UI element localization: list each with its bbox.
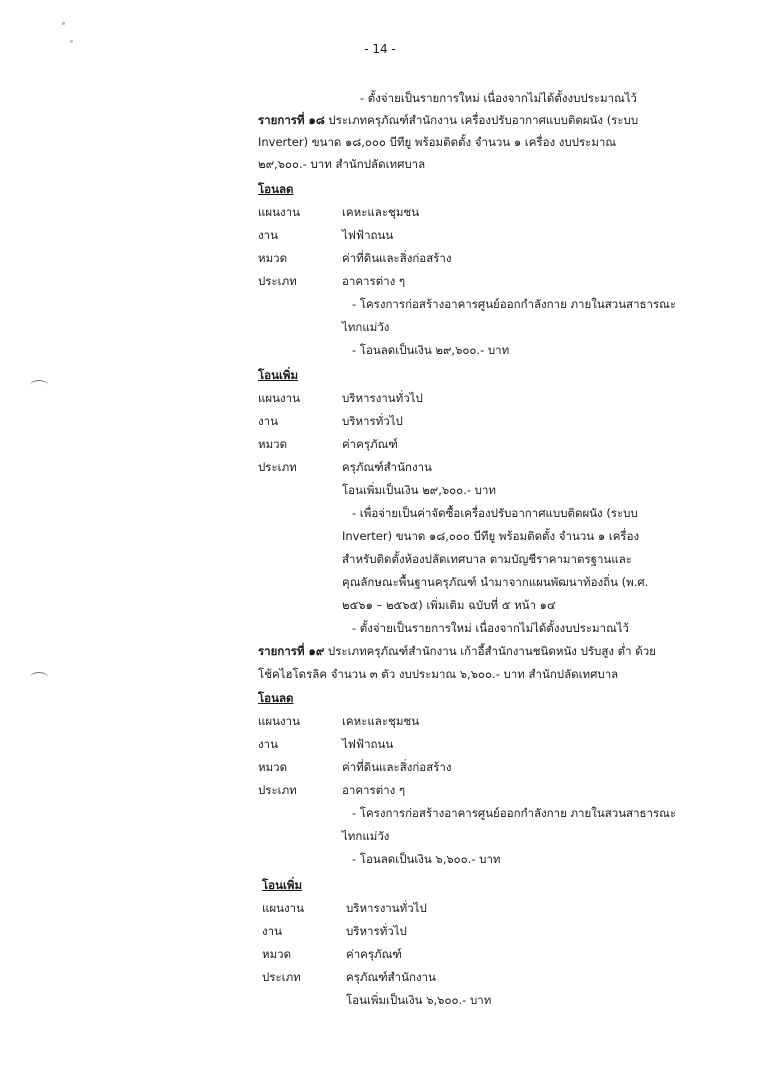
- detail-line: - โอนลดเป็นเงิน ๖,๖๐๐.- บาท: [352, 852, 501, 866]
- detail-line: คุณลักษณะพื้นฐานครุภัณฑ์ นำมาจากแผนพัฒนาท้องถิ่น (พ.ศ.: [342, 575, 649, 589]
- row-label: ประเภท: [258, 274, 297, 288]
- row-label: ประเภท: [258, 460, 297, 474]
- row-label: แผนงาน: [258, 391, 300, 405]
- row-value: ไฟฟ้าถนน: [342, 737, 394, 751]
- row-label: งาน: [258, 414, 278, 428]
- row-value: ครุภัณฑ์สำนักงาน: [346, 970, 436, 984]
- detail-line: - โครงการก่อสร้างอาคารศูนย์ออกกำลังกาย ภายในสวนสาธารณะ: [352, 806, 677, 820]
- detail-line: - โอนลดเป็นเงิน ๒๙,๖๐๐.- บาท: [352, 343, 510, 357]
- item-19-line: [258, 642, 656, 660]
- row-label: งาน: [262, 924, 282, 938]
- item-18-line: [258, 111, 638, 129]
- row-value: ค่าที่ดินและสิ่งก่อสร้าง: [342, 760, 452, 774]
- row-label: แผนงาน: [262, 901, 304, 915]
- detail-line: ไทกแม่วัง: [342, 320, 390, 334]
- row-value: ค่าที่ดินและสิ่งก่อสร้าง: [342, 251, 452, 265]
- row-value: ครุภัณฑ์สำนักงาน: [342, 460, 432, 474]
- scan-speck: [70, 40, 73, 43]
- scan-speck: [62, 22, 65, 25]
- detail-line: ๒๕๖๑ – ๒๕๖๕) เพิ่มเติม ฉบับที่ ๕ หน้า ๑๔: [342, 598, 556, 612]
- row-value: บริหารงานทั่วไป: [342, 391, 423, 405]
- section-heading: โอนลด: [258, 182, 294, 196]
- row-label: ประเภท: [258, 783, 297, 797]
- row-label: งาน: [258, 228, 278, 242]
- row-value: บริหารทั่วไป: [342, 414, 403, 428]
- page-number: - 14 -: [364, 42, 396, 56]
- item-19-lead: รายการที่ ๑๙: [258, 644, 325, 658]
- punch-hole-mark: [30, 380, 48, 391]
- detail-line: - ตั้งจ่ายเป็นรายการใหม่ เนื่องจากไม่ได้ตั้งงบประมาณไว้: [352, 621, 630, 635]
- row-label: งาน: [258, 737, 278, 751]
- row-value: บริหารงานทั่วไป: [346, 901, 427, 915]
- detail-line: Inverter) ขนาด ๑๘,๐๐๐ บีทียู พร้อมติดตั้ง จำนวน ๑ เครื่อง: [342, 529, 640, 543]
- row-value: ไฟฟ้าถนน: [342, 228, 394, 242]
- row-value: เคหะและชุมชน: [342, 205, 420, 219]
- row-label: หมวด: [262, 947, 292, 961]
- detail-line: ไทกแม่วัง: [342, 829, 390, 843]
- detail-line: - โครงการก่อสร้างอาคารศูนย์ออกกำลังกาย ภายในสวนสาธารณะ: [352, 297, 677, 311]
- row-value: ค่าครุภัณฑ์: [346, 947, 402, 961]
- row-value: บริหารทั่วไป: [346, 924, 407, 938]
- punch-hole-mark: [30, 672, 48, 683]
- row-value: ค่าครุภัณฑ์: [342, 437, 398, 451]
- row-label: แผนงาน: [258, 205, 300, 219]
- row-value: เคหะและชุมชน: [342, 714, 420, 728]
- row-label: หมวด: [258, 760, 288, 774]
- body-line: Inverter) ขนาด ๑๘,๐๐๐ บีทียู พร้อมติดตั้ง จำนวน ๑ เครื่อง งบประมาณ: [258, 135, 617, 149]
- row-label: ประเภท: [262, 970, 301, 984]
- detail-line: โอนเพิ่มเป็นเงิน ๖,๖๐๐.- บาท: [346, 993, 492, 1007]
- body-line: โช้คไฮโดรลิค จำนวน ๓ ตัว งบประมาณ ๖,๖๐๐.- บาท สำนักปลัดเทศบาล: [258, 667, 619, 681]
- body-line: ๒๙,๖๐๐.- บาท สำนักปลัดเทศบาล: [258, 157, 426, 171]
- detail-line: สำหรับติดตั้งห้องปลัดเทศบาล ตามบัญชีราคามาตรฐานและ: [342, 552, 632, 566]
- row-label: หมวด: [258, 437, 288, 451]
- row-label: แผนงาน: [258, 714, 300, 728]
- row-value: อาคารต่าง ๆ: [342, 783, 406, 797]
- item-18-text: ประเภทครุภัณฑ์สำนักงาน เครื่องปรับอากาศแบบติดผนัง (ระบบ: [324, 113, 639, 127]
- body-line: - ตั้งจ่ายเป็นรายการใหม่ เนื่องจากไม่ได้ตั้งงบประมาณไว้: [360, 91, 638, 105]
- row-label: หมวด: [258, 251, 288, 265]
- detail-line: - เพื่อจ่ายเป็นค่าจัดซื้อเครื่องปรับอากาศแบบติดผนัง (ระบบ: [352, 506, 638, 520]
- section-heading: โอนลด: [258, 691, 294, 705]
- item-18-lead: รายการที่ ๑๘: [258, 113, 325, 127]
- detail-line: โอนเพิ่มเป็นเงิน ๒๙,๖๐๐.- บาท: [342, 483, 496, 497]
- row-value: อาคารต่าง ๆ: [342, 274, 406, 288]
- section-heading: โอนเพิ่ม: [258, 368, 299, 382]
- section-heading: โอนเพิ่ม: [262, 878, 303, 892]
- item-19-text: ประเภทครุภัณฑ์สำนักงาน เก้าอี้สำนักงานชนิดหนัง ปรับสูง ต่ำ ด้วย: [324, 644, 656, 658]
